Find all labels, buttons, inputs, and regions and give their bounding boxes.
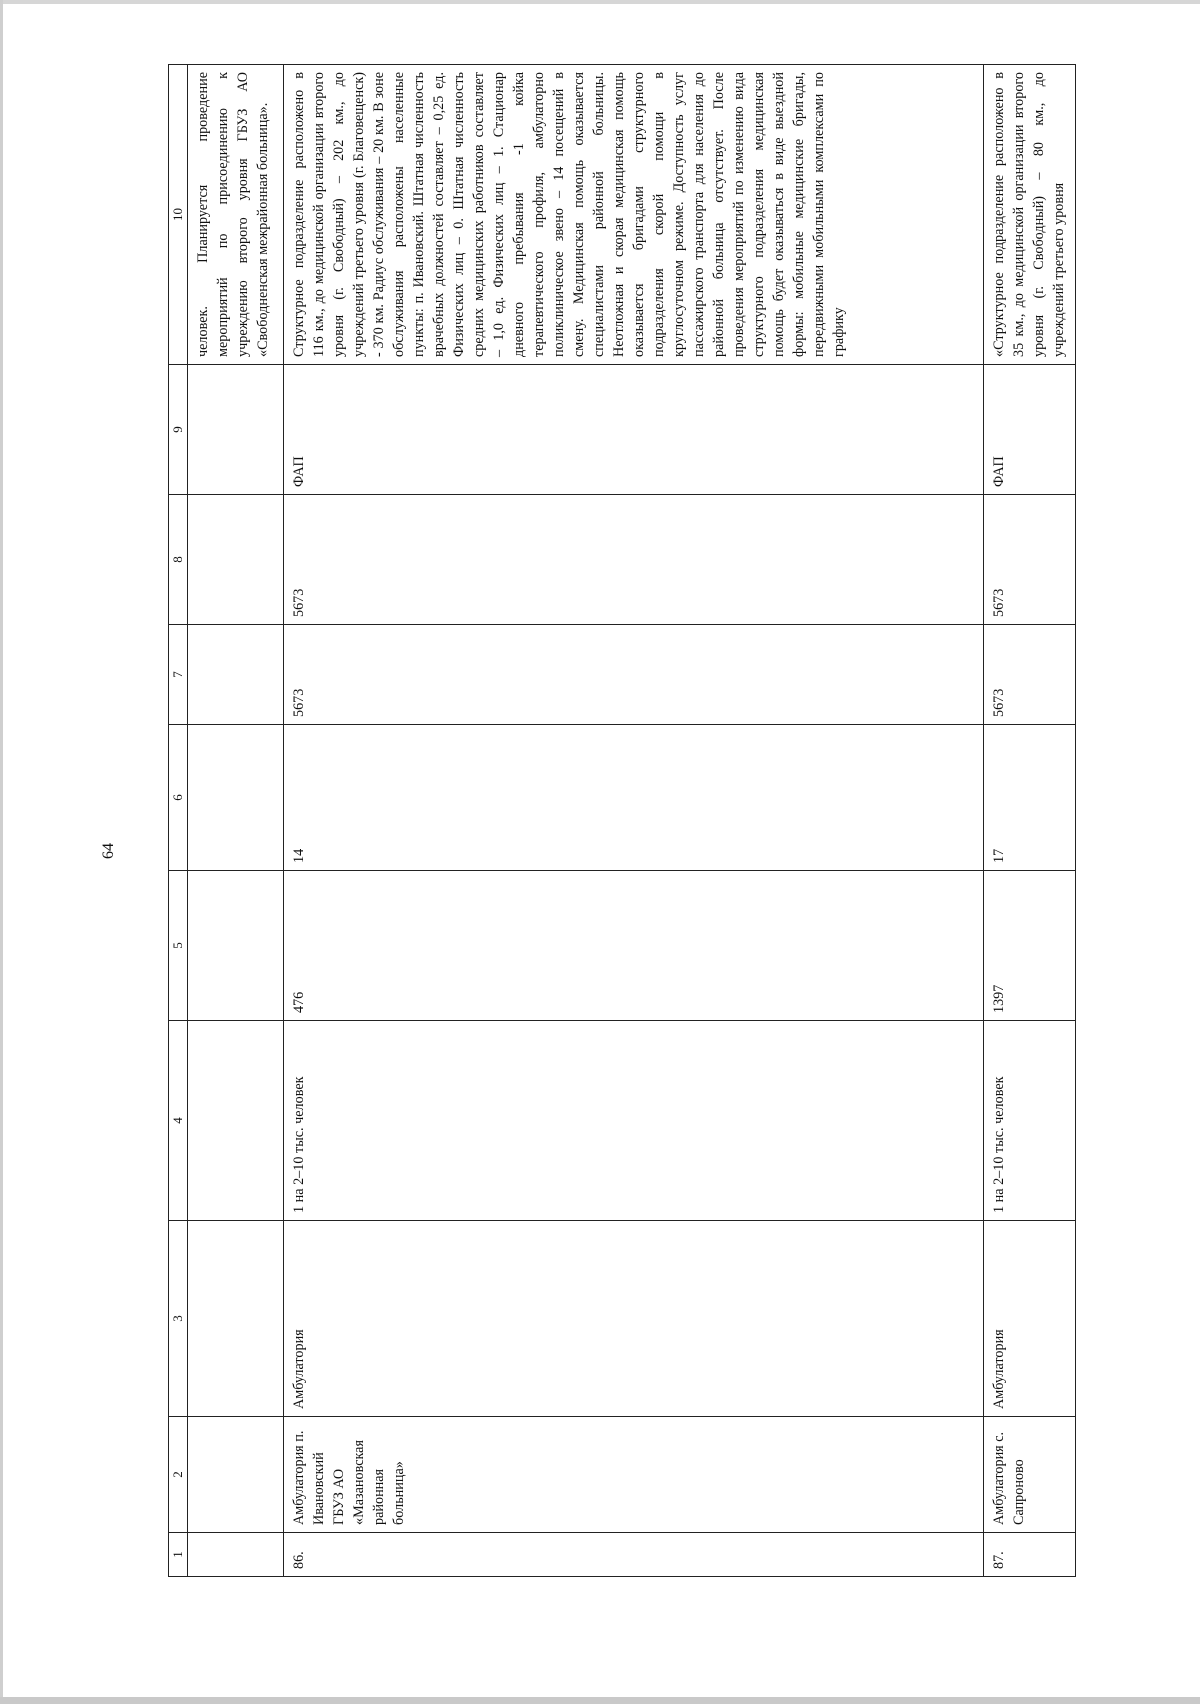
cell [188, 1417, 284, 1533]
header-col-6: 6 [169, 725, 188, 871]
header-col-5: 5 [169, 871, 188, 1021]
header-col-2: 2 [169, 1417, 188, 1533]
row-number: 86. [284, 1533, 984, 1577]
header-col-9: 9 [169, 365, 188, 495]
header-col-1: 1 [169, 1533, 188, 1577]
table-row-continuation [188, 65, 284, 1577]
cell [188, 1533, 284, 1577]
cell [188, 725, 284, 871]
table-row-87 [984, 65, 1076, 1577]
header-col-3: 3 [169, 1221, 188, 1417]
cell [188, 365, 284, 495]
rotated-table-wrapper [168, 65, 1076, 1577]
header-col-10: 10 [169, 65, 188, 365]
facility-name: Амбулатория п. Ивановский ГБУЗ АО «Мазановская районная больница» [284, 1417, 984, 1533]
population: 476 [284, 871, 984, 1021]
continuation-description: человек. Планируется проведение мероприятий по присоединению к учреждению второго уровня ГБУЗ АО «Свободненская межрайонная больница». [188, 65, 284, 365]
value-col-7: 5673 [284, 625, 984, 725]
facility-name: Амбулатория с. Сапроново [984, 1417, 1076, 1533]
header-row [169, 65, 188, 1577]
header-col-8: 8 [169, 495, 188, 625]
facilities-table [168, 64, 1076, 1577]
cell [188, 871, 284, 1021]
scan-edge-top [0, 0, 1200, 4]
header-col-4: 4 [169, 1021, 188, 1221]
norm: 1 на 2–10 тыс. человек [284, 1021, 984, 1221]
cell [188, 625, 284, 725]
value-col-8: 5673 [284, 495, 984, 625]
distance: 17 [984, 725, 1076, 871]
cell [188, 1021, 284, 1221]
scan-edge-left [0, 0, 3, 1704]
value-col-7: 5673 [984, 625, 1076, 725]
facility-type: Амбулатория [984, 1221, 1076, 1417]
facility-description: Структурное подразделение расположено в 116 км., до медицинской организации второго уровня (г. Свободный) – 202 км., до учреждений третьего уровня (г. Благовещенск) - 370 км. Радиус обслуживания – 20 км. В зоне обслуживания расположены населенные пункты: п. Ивановский. Штатная численность врачебных должностей составляет – 0,25 ед. Физических лиц – 0. Штатная численность средних медицинских работников составляет – 1,0 ед. Физических лиц – 1. Стационар дневного пребывания -1 койка терапевтического профиля, амбулаторно поликлиническое звено – 14 посещений в смену. Медицинская помощь оказывается специалистами районной больницы. Неотложная и скорая медицинская помощь оказывается бригадами структурного подразделения скорой помощи в круглосуточном режиме. Доступность услуг пассажирского транспорта для населения до районной больница отсутствует. После проведения мероприятий по изменению вида структурного подразделения медицинская помощь будет оказываться в виде выездной формы: мобильные медицинские бригады, передвижными мобильными комплексами по графику [284, 65, 984, 365]
header-col-7: 7 [169, 625, 188, 725]
alternative-type: ФАП [284, 365, 984, 495]
distance: 14 [284, 725, 984, 871]
alternative-type: ФАП [984, 365, 1076, 495]
row-number: 87. [984, 1533, 1076, 1577]
cell [188, 1221, 284, 1417]
page-number: 64 [100, 843, 117, 859]
cell [188, 495, 284, 625]
population: 1397 [984, 871, 1076, 1021]
scan-edge-bottom [0, 1697, 1200, 1704]
facility-description: «Структурное подразделение расположено в 35 км., до медицинской организации второго уровня (г. Свободный) – 80 км., до учреждений третьего уровня [984, 65, 1076, 365]
value-col-8: 5673 [984, 495, 1076, 625]
facility-type: Амбулатория [284, 1221, 984, 1417]
norm: 1 на 2–10 тыс. человек [984, 1021, 1076, 1221]
table-row-86 [284, 65, 984, 1577]
